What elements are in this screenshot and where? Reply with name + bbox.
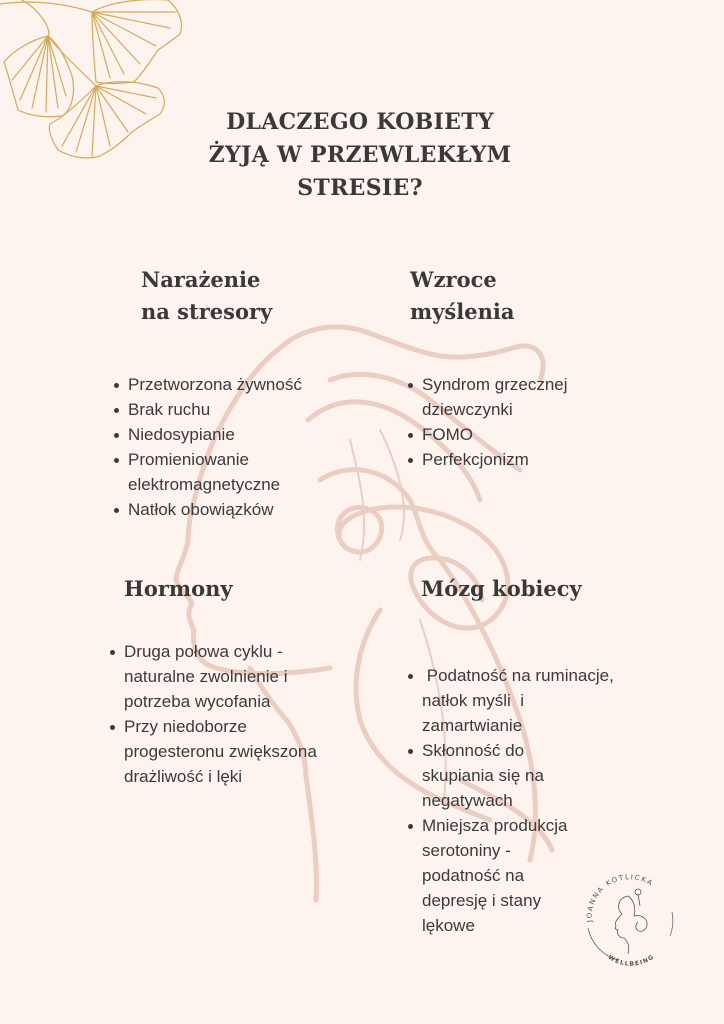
section-heading xyxy=(124,573,350,605)
list-item xyxy=(114,497,354,522)
list-item-text: FOMO xyxy=(422,425,473,444)
list-item-text: Natłok obowiązków xyxy=(128,500,274,519)
list-item xyxy=(408,813,592,938)
list-item xyxy=(110,714,339,789)
list-item xyxy=(114,397,354,422)
list-item xyxy=(408,372,592,422)
bullet-list xyxy=(110,639,350,789)
title-line-2: ŻYJĄ W PRZEWLEKŁYM xyxy=(208,142,512,168)
list-item-text: Przetworzona żywność xyxy=(128,375,302,394)
heading-line: Wzroce xyxy=(410,267,497,292)
heading-line: Mózg kobiecy xyxy=(421,576,582,601)
list-item xyxy=(408,663,617,738)
list-item-text: Niedosypianie xyxy=(128,425,235,444)
section-exposure-to-stressors xyxy=(114,264,354,522)
list-item-text: Brak ruchu xyxy=(128,400,211,419)
list-item xyxy=(114,372,354,397)
list-item xyxy=(114,447,318,497)
bullet-list xyxy=(408,372,608,472)
heading-line: Narażenie xyxy=(141,267,261,292)
section-heading xyxy=(410,264,608,328)
list-item xyxy=(408,422,608,447)
title-line-1: DLACZEGO KOBIETY xyxy=(226,109,494,135)
list-item-text: Mniejsza produkcja serotoniny - podatność na depresję i stany lękowe xyxy=(422,816,573,935)
logo-top-text: JOANNA KOTLICKA xyxy=(585,873,655,923)
list-item-text: Przy niedoborze progesteronu zwiększona drażliwość i lęki xyxy=(124,717,322,786)
heading-line: na stresory xyxy=(141,299,273,324)
heading-line: myślenia xyxy=(410,299,515,324)
list-item-text: Syndrom grzecznej dziewczynki xyxy=(422,375,573,419)
list-item xyxy=(408,738,592,813)
brand-logo xyxy=(578,866,682,970)
list-item-text: Promieniowanie elektromagnetyczne xyxy=(128,450,281,494)
section-hormones xyxy=(110,573,350,789)
list-item-text: Perfekcjonizm xyxy=(422,450,529,469)
section-heading xyxy=(141,264,354,328)
list-item-text: Podatność na ruminacje, natłok myśli i zamartwianie xyxy=(422,666,619,735)
heading-line: Hormony xyxy=(124,576,233,601)
list-item-text: Druga połowa cyklu - naturalne zwolnienie i potrzeba wycofania xyxy=(124,642,293,711)
section-thinking-patterns xyxy=(410,264,608,472)
title-line-3: STRESIE? xyxy=(297,175,423,201)
face-flower-icon xyxy=(615,889,647,954)
section-heading xyxy=(421,573,623,605)
logo-bottom-text: WELLBEING xyxy=(606,953,656,968)
list-item-text: Skłonność do skupiania się na negatywach xyxy=(422,741,549,810)
svg-text:WELLBEING xyxy=(607,953,656,967)
bullet-list xyxy=(114,372,354,522)
list-item xyxy=(408,447,608,472)
list-item xyxy=(110,639,314,714)
page-title xyxy=(170,106,550,205)
list-item xyxy=(114,422,354,447)
